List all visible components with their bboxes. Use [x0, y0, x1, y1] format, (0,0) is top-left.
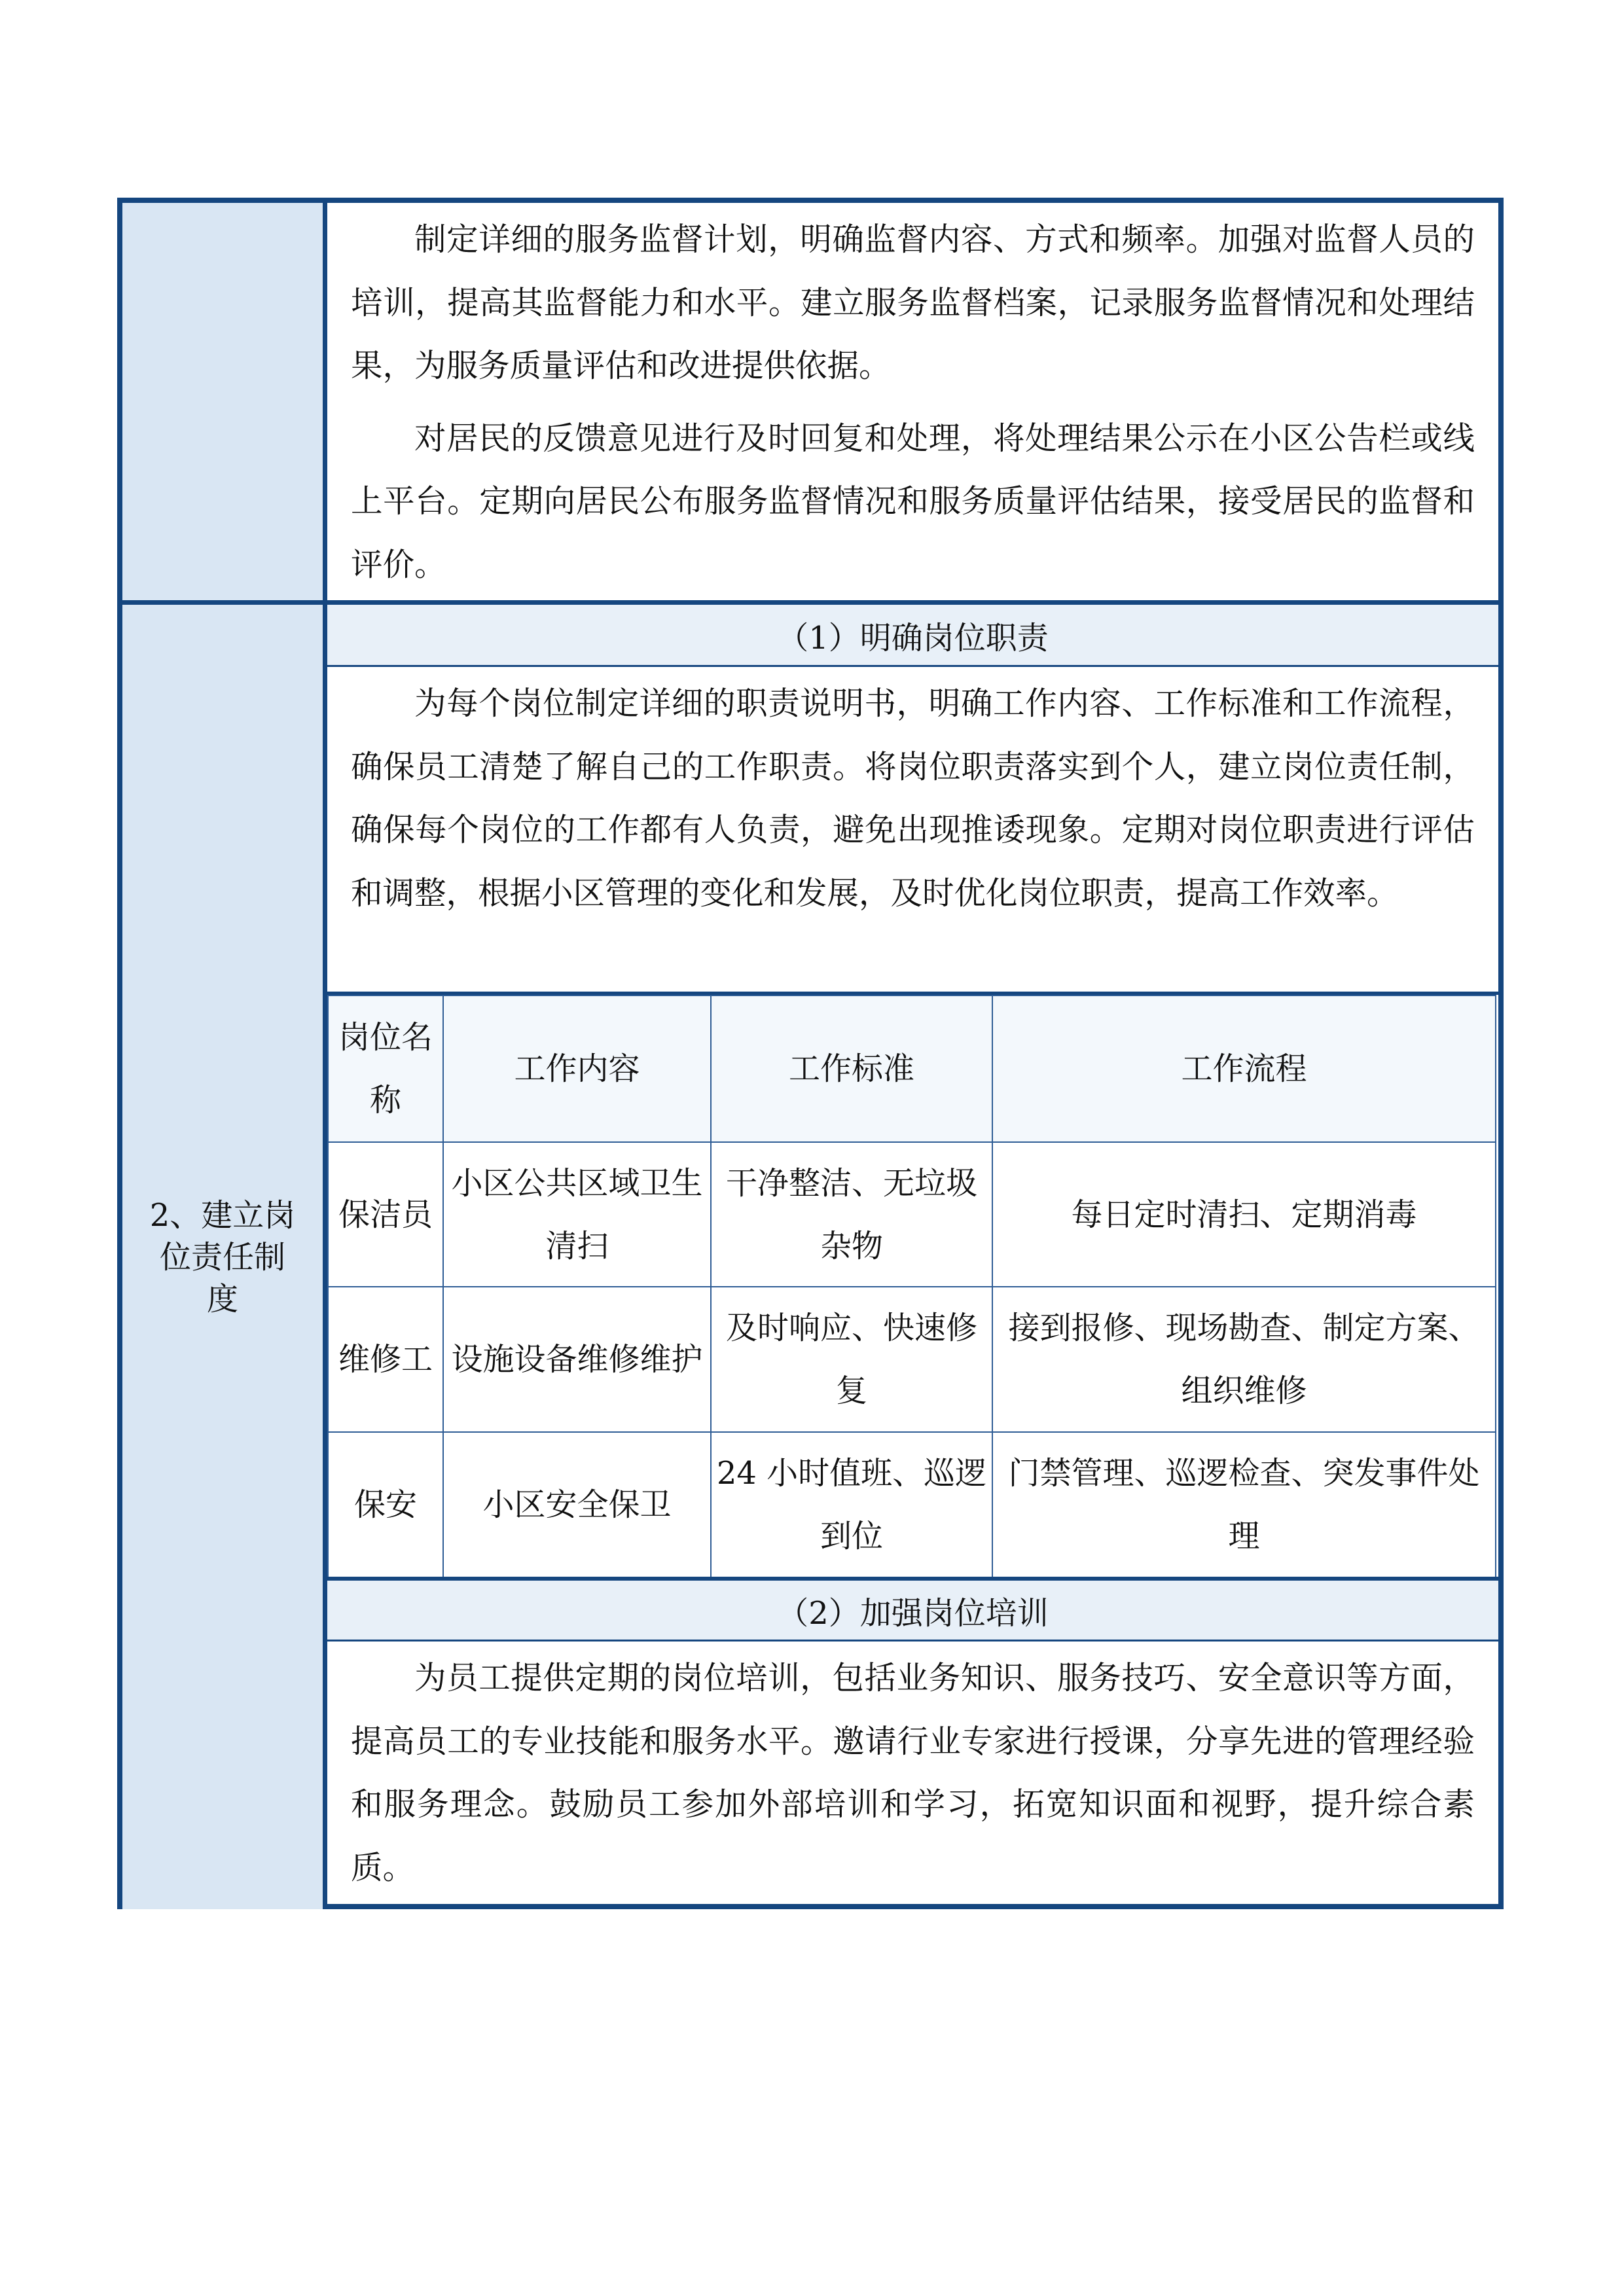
header-cell: 岗位名称 [328, 996, 443, 1142]
section-label: 2、建立岗位责任制度 [149, 1196, 296, 1318]
divider [122, 600, 1498, 605]
section-label-cell [122, 605, 327, 1909]
table-row [328, 1432, 1496, 1577]
cell: 接到报修、现场勘查、制定方案、组织维修 [992, 1287, 1496, 1432]
paragraph: 制定详细的服务监督计划，明确监督内容、方式和频率。加强对监督人员的培训，提高其监督能力和水平。建立服务监督档案，记录服务监督情况和处理结果，为服务质量评估和改进提供依据。 [351, 221, 1475, 384]
table-row [328, 1142, 1496, 1287]
cell: 保洁员 [328, 1142, 443, 1287]
table-header-row [328, 996, 1496, 1142]
row1-label-cell [122, 203, 327, 600]
cell: 维修工 [328, 1287, 443, 1432]
cell: 及时响应、快速修复 [711, 1287, 992, 1432]
subheading-2 [327, 1581, 1498, 1640]
cell: 门禁管理、巡逻检查、突发事件处理 [992, 1432, 1496, 1577]
subheading-1 [327, 605, 1498, 665]
cell: 小区安全保卫 [443, 1432, 711, 1577]
header-cell: 工作流程 [992, 996, 1496, 1142]
content-table [117, 198, 1504, 1909]
subheading-text: （1）明确岗位职责 [777, 619, 1049, 656]
subheading-text: （2）加强岗位培训 [777, 1594, 1049, 1632]
header-cell: 工作内容 [443, 996, 711, 1142]
paragraph: 为每个岗位制定详细的职责说明书，明确工作内容、工作标准和工作流程，确保员工清楚了解自己的工作职责。将岗位职责落实到个人，建立岗位责任制，确保每个岗位的工作都有人负责，避免出现推诿现象。定期对岗位职责进行评估和调整，根据小区管理的变化和发展，及时优化岗位职责，提高工作效率。 [351, 685, 1475, 912]
cell: 设施设备维修维护 [443, 1287, 711, 1432]
cell: 24 小时值班、巡逻到位 [711, 1432, 992, 1577]
training-text-cell [327, 1641, 1498, 1903]
paragraph: 对居民的反馈意见进行及时回复和处理，将处理结果公示在小区公告栏或线上平台。定期向居民公布服务监督情况和服务质量评估结果，接受居民的监督和评价。 [351, 420, 1475, 583]
table-row [328, 1287, 1496, 1432]
cell: 小区公共区域卫生清扫 [443, 1142, 711, 1287]
duty-table [327, 995, 1496, 1578]
cell: 干净整洁、无垃圾杂物 [711, 1142, 992, 1287]
supervision-text-cell [327, 203, 1498, 600]
duties-text-cell [327, 667, 1498, 992]
cell: 保安 [328, 1432, 443, 1577]
paragraph: 为员工提供定期的岗位培训，包括业务知识、服务技巧、安全意识等方面，提高员工的专业技能和服务水平。邀请行业专家进行授课，分享先进的管理经验和服务理念。鼓励员工参加外部培训和学习，拓宽知识面和视野，提升综合素质。 [351, 1660, 1475, 1886]
header-cell: 工作标准 [711, 996, 992, 1142]
cell: 每日定时清扫、定期消毒 [992, 1142, 1496, 1287]
